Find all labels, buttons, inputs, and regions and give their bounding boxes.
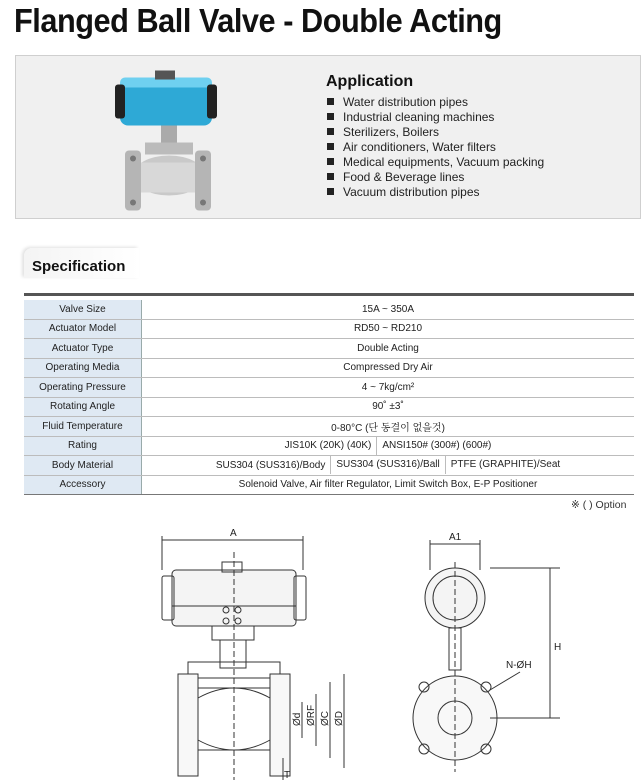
row-label: Body Material	[24, 456, 142, 476]
spec-heading: Specification	[32, 258, 126, 275]
bullet-square-icon	[327, 188, 334, 195]
table-row	[24, 358, 634, 378]
table-row	[24, 475, 634, 495]
dim-rf: ØRF	[306, 704, 317, 726]
row-label: Actuator Type	[24, 339, 142, 359]
list-item: Water distribution pipes	[327, 95, 544, 110]
table-row	[24, 397, 634, 417]
bullet-square-icon	[327, 113, 334, 120]
row-value: 4 ~ 7kg/cm²	[142, 378, 635, 398]
table-row	[24, 378, 634, 398]
rating-ansi: ANSI150# (300#) (600#)	[376, 437, 496, 455]
dim-a1: A1	[449, 532, 462, 543]
ball-material: SUS304 (SUS316)/Ball	[330, 456, 444, 474]
spec-table	[24, 300, 634, 495]
dim-h: H	[554, 642, 562, 653]
dim-c: ØC	[320, 711, 331, 726]
table-row	[24, 436, 634, 456]
bullet-square-icon	[327, 98, 334, 105]
row-value: Double Acting	[142, 339, 635, 359]
row-label: Accessory	[24, 475, 142, 495]
application-heading: Application	[326, 73, 414, 90]
list-item: Medical equipments, Vacuum packing	[327, 155, 544, 170]
row-value	[142, 456, 635, 476]
row-value: 0-80°C (단 동결이 없을것)	[142, 417, 635, 437]
list-item: Air conditioners, Water filters	[327, 140, 544, 155]
list-item: Sterilizers, Boilers	[327, 125, 544, 140]
list-item: Food & Beverage lines	[327, 170, 544, 185]
row-value: 15A ~ 350A	[142, 300, 635, 319]
body-material: SUS304 (SUS316)/Body	[215, 459, 326, 471]
seat-material: PTFE (GRAPHITE)/Seat	[445, 456, 565, 474]
option-note: ※ ( ) Option	[571, 499, 627, 511]
dim-n-h: N-ØH	[506, 660, 532, 671]
bullet-square-icon	[327, 143, 334, 150]
row-label: Valve Size	[24, 300, 142, 319]
bullet-square-icon	[327, 173, 334, 180]
list-item: Industrial cleaning machines	[327, 110, 544, 125]
bullet-square-icon	[327, 158, 334, 165]
row-label: Actuator Model	[24, 319, 142, 339]
row-value: 90˚ ±3˚	[142, 397, 635, 417]
table-row	[24, 456, 634, 476]
table-row	[24, 319, 634, 339]
table-row	[24, 417, 634, 437]
divider	[24, 293, 634, 296]
dimension-drawing	[150, 522, 570, 780]
list-item: Vacuum distribution pipes	[327, 185, 544, 200]
row-label: Rotating Angle	[24, 397, 142, 417]
page-title: Flanged Ball Valve - Double Acting	[14, 2, 502, 39]
row-label: Operating Pressure	[24, 378, 142, 398]
row-label: Rating	[24, 436, 142, 456]
application-list	[327, 95, 544, 200]
dim-d: Ød	[292, 712, 303, 726]
row-value	[142, 436, 635, 456]
valve-photo	[115, 60, 235, 215]
table-row	[24, 300, 634, 319]
row-value: Compressed Dry Air	[142, 358, 635, 378]
rating-jis: JIS10K (20K) (40K)	[284, 440, 372, 452]
table-row	[24, 339, 634, 359]
dim-od: ØD	[334, 711, 345, 726]
bullet-square-icon	[327, 128, 334, 135]
row-value: Solenoid Valve, Air filter Regulator, Limit Switch Box, E-P Positioner	[142, 475, 635, 495]
row-label: Fluid Temperature	[24, 417, 142, 437]
row-value: RD50 ~ RD210	[142, 319, 635, 339]
row-label: Operating Media	[24, 358, 142, 378]
dim-t: T	[284, 770, 291, 780]
dim-a: A	[230, 528, 237, 539]
